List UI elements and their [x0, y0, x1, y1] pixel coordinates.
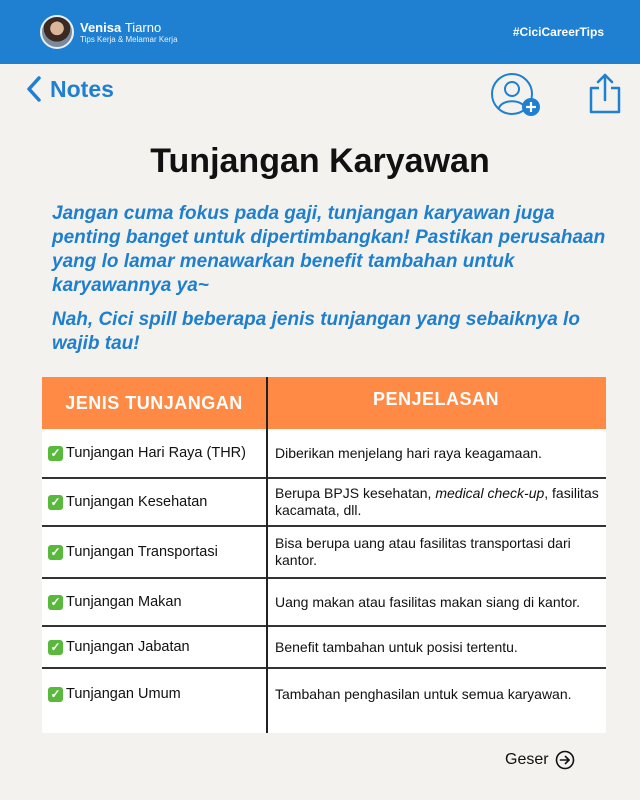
check-icon: ✓ — [48, 595, 63, 610]
benefit-type: Tunjangan Umum — [66, 686, 181, 702]
benefit-description: Bisa berupa uang atau fasilitas transportasi dari kantor. — [275, 535, 571, 568]
column-divider — [266, 377, 268, 733]
table-row — [42, 669, 606, 719]
check-icon: ✓ — [48, 545, 63, 560]
table-row — [42, 579, 606, 625]
check-icon: ✓ — [48, 446, 63, 461]
intro-paragraph-1: Jangan cuma fokus pada gaji, tunjangan karyawan juga penting banget untuk dipertimbangkan! Pastikan perusahaan yang lo lamar menawarkan benefit tambahan untuk karyawannya ya~ — [52, 203, 606, 296]
check-icon: ✓ — [48, 640, 63, 655]
profile-name — [80, 20, 178, 35]
benefit-description-italic: medical check-up — [435, 485, 545, 501]
table-row — [42, 479, 606, 525]
table-row — [42, 627, 606, 667]
next-label: Geser — [505, 751, 549, 768]
benefit-description: Diberikan menjelang hari raya keagamaan. — [275, 444, 542, 461]
benefits-table — [42, 377, 606, 733]
table-row — [42, 527, 606, 577]
back-button[interactable] — [24, 74, 114, 104]
profile[interactable] — [40, 15, 178, 49]
check-icon: ✓ — [48, 687, 63, 702]
benefit-description: Benefit tambahan untuk posisi tertentu. — [275, 638, 518, 655]
benefit-description-part: , fasilitas kacamata, dll. — [275, 485, 599, 518]
benefit-type: Tunjangan Kesehatan — [66, 494, 208, 510]
benefit-description: Uang makan atau fasilitas makan siang di kantor. — [275, 593, 581, 610]
hashtag: #CiciCareerTips — [512, 25, 604, 39]
column-header-description: PENJELASAN — [372, 388, 500, 409]
intro-paragraph-2: Nah, Cici spill beberapa jenis tunjangan yang sebaiknya lo wajib tau! — [52, 309, 580, 354]
benefit-description-part: Berupa BPJS kesehatan, — [275, 485, 436, 501]
share-icon[interactable] — [588, 72, 622, 116]
top-bar — [0, 0, 640, 64]
benefit-description: Tambahan penghasilan untuk semua karyawan. — [275, 685, 572, 702]
table-row — [42, 429, 606, 477]
profile-first-name: Venisa — [80, 19, 122, 35]
page-title: Tunjangan Karyawan — [150, 142, 490, 180]
notes-nav-bar — [0, 64, 640, 124]
column-header-type: JENIS TUNJANGAN — [65, 392, 243, 413]
profile-subtitle: Tips Kerja & Melamar Kerja — [80, 34, 178, 44]
benefit-description — [275, 479, 600, 525]
person-add-icon[interactable] — [490, 72, 542, 120]
table-header — [42, 377, 606, 429]
back-label: Notes — [50, 75, 114, 102]
chevron-left-icon — [24, 74, 44, 104]
benefit-type: Tunjangan Hari Raya (THR) — [66, 445, 246, 461]
check-icon: ✓ — [48, 495, 63, 510]
benefit-type: Tunjangan Makan — [66, 594, 182, 610]
avatar — [40, 15, 74, 49]
benefit-type: Tunjangan Jabatan — [66, 639, 190, 655]
profile-last-name: Tiarno — [124, 19, 162, 35]
benefit-type: Tunjangan Transportasi — [66, 544, 218, 560]
arrow-right-circle-icon — [555, 750, 575, 770]
next-button[interactable] — [505, 750, 575, 770]
intro-text — [52, 202, 612, 356]
